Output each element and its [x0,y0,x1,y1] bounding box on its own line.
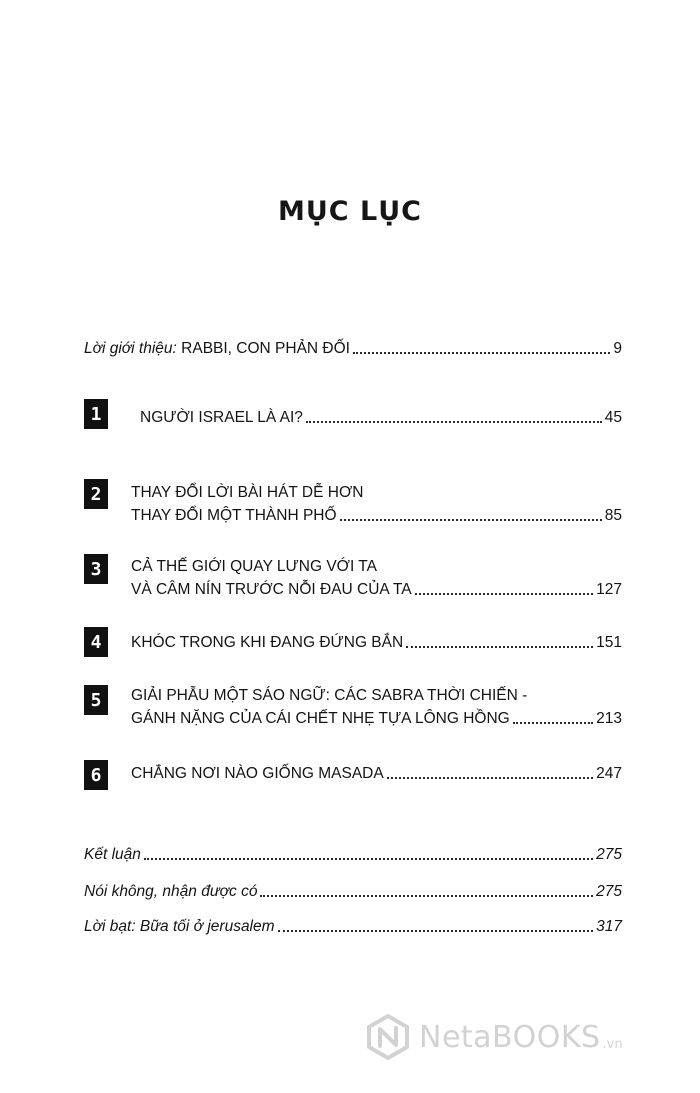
toc-chapter-6[interactable] [131,762,622,785]
chapter-2-title-line-1: THAY ĐỔI LỜI BÀI HÁT DỄ HƠN [131,484,364,501]
say-no-page: 275 [596,883,622,900]
dot-leader [340,518,602,521]
chapter-3-page: 127 [596,581,622,598]
dot-leader [353,351,610,354]
chapter-number-5: 5 [84,685,108,715]
conclusion-page: 275 [596,846,622,863]
chapter-1-title: NGƯỜI ISRAEL LÀ AI? [140,409,303,426]
toc-conclusion[interactable] [84,843,622,866]
chapter-5-title-line-1: GIẢI PHẪU MỘT SÁO NGỮ: CÁC SABRA THỜI CHIẾN - [131,687,528,704]
toc-chapter-5[interactable] [131,684,622,730]
conclusion-title: Kết luận [84,846,141,863]
chapter-6-title: CHẲNG NƠI NÀO GIỐNG MASADA [131,765,384,782]
chapter-number-4: 4 [84,627,108,657]
page-title: MỤC LỤC [278,196,422,227]
afterword-page: 317 [596,918,622,935]
afterword-title: Lời bạt: Bữa tối ở jerusalem [84,918,275,935]
chapter-3-title-line-1: CẢ THẾ GIỚI QUAY LƯNG VỚI TA [131,558,377,575]
chapter-2-page: 85 [604,507,622,524]
dot-leader [406,645,593,648]
dot-leader [144,857,593,860]
dot-leader [513,721,593,724]
chapter-number-1: 1 [84,399,108,429]
say-no-title: Nói không, nhận được có [84,883,258,900]
chapter-number-2: 2 [84,479,108,509]
toc-intro[interactable] [84,337,622,360]
watermark-suffix: .vn [602,1037,623,1052]
intro-label: Lời giới thiệu: [84,340,177,357]
chapter-6-page: 247 [596,765,622,782]
intro-page: 9 [613,340,622,357]
watermark-brand: NetaBOOKS [419,1019,601,1055]
netabooks-watermark [365,1014,623,1060]
chapter-5-page: 213 [596,710,622,727]
dot-leader [306,420,602,423]
toc-chapter-2[interactable] [131,481,622,527]
chapter-4-title: KHÓC TRONG KHI ĐANG ĐỨNG BẮN [131,634,404,651]
chapter-4-page: 151 [596,634,622,651]
dot-leader [387,776,593,779]
chapter-3-title-line-2: VÀ CÂM NÍN TRƯỚC NỖI ĐAU CỦA TA [131,581,412,598]
dot-leader [260,894,593,897]
dot-leader [415,592,594,595]
toc-chapter-1[interactable] [140,406,622,429]
chapter-1-page: 45 [604,409,622,426]
toc-say-no[interactable] [84,880,622,903]
netabooks-logo-icon [365,1014,411,1060]
chapter-5-title-line-2: GÁNH NẶNG CỦA CÁI CHẾT NHẸ TỰA LÔNG HỒNG [131,710,510,727]
toc-chapter-3[interactable] [131,555,622,601]
chapter-number-6: 6 [84,760,108,790]
chapter-2-title-line-2: THAY ĐỔI MỘT THÀNH PHỐ [131,507,337,524]
dot-leader [278,929,594,932]
toc-afterword[interactable] [84,915,622,938]
chapter-number-3: 3 [84,554,108,584]
toc-chapter-4[interactable] [131,631,622,654]
intro-title: RABBI, CON PHẢN ĐỐI [181,340,350,357]
